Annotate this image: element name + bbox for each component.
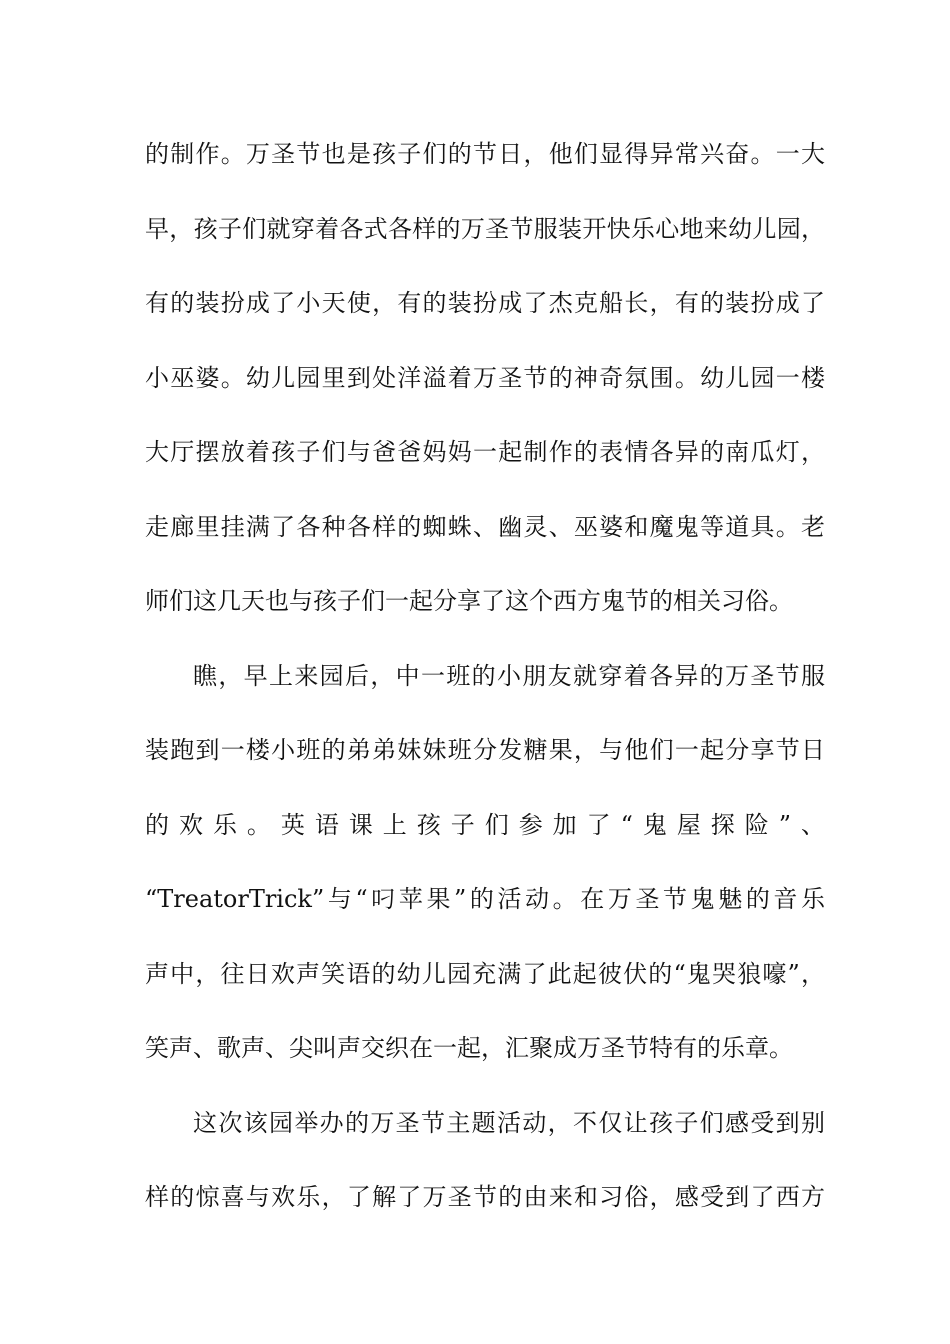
paragraph-first-line: 这次该园举办的万圣节主题活动，不仅让孩子们感受到别 — [193, 1108, 825, 1137]
text-line: 样的惊喜与欢乐，了解了万圣节的由来和习俗，感受到了西方 — [145, 1183, 825, 1211]
text-line: “TreatorTrick”与“叼苹果”的活动。在万圣节鬼魅的音乐 — [145, 885, 825, 913]
text-line: 走廊里挂满了各种各样的蜘蛛、幽灵、巫婆和魔鬼等道具。老 — [145, 512, 825, 541]
text-line: 小巫婆。幼儿园里到处洋溢着万圣节的神奇氛围。幼儿园一楼 — [145, 363, 825, 392]
document-body — [145, 126, 825, 1244]
text-line: 笑声、歌声、尖叫声交织在一起，汇聚成万圣节特有的乐章。 — [145, 1034, 793, 1062]
text-line: 装跑到一楼小班的弟弟妹妹班分发糖果，与他们一起分享节日 — [145, 736, 825, 764]
paragraph-first-line: 瞧，早上来园后，中一班的小朋友就穿着各异的万圣节服 — [193, 661, 825, 690]
text-line: 大厅摆放着孩子们与爸爸妈妈一起制作的表情各异的南瓜灯， — [145, 438, 825, 466]
text-line: 的制作。万圣节也是孩子们的节日，他们显得异常兴奋。一大 — [145, 140, 825, 168]
text-line: 早，孩子们就穿着各式各样的万圣节服装开快乐心地来幼儿园， — [145, 214, 825, 243]
text-line: 的欢乐。英语课上孩子们参加了“鬼屋探险”、 — [145, 810, 825, 839]
text-line: 师们这几天也与孩子们一起分享了这个西方鬼节的相关习俗。 — [145, 587, 793, 615]
text-line: 有的装扮成了小天使，有的装扮成了杰克船长，有的装扮成了 — [145, 289, 825, 317]
text-line: 声中，往日欢声笑语的幼儿园充满了此起彼伏的“鬼哭狼嚎”， — [145, 959, 825, 988]
